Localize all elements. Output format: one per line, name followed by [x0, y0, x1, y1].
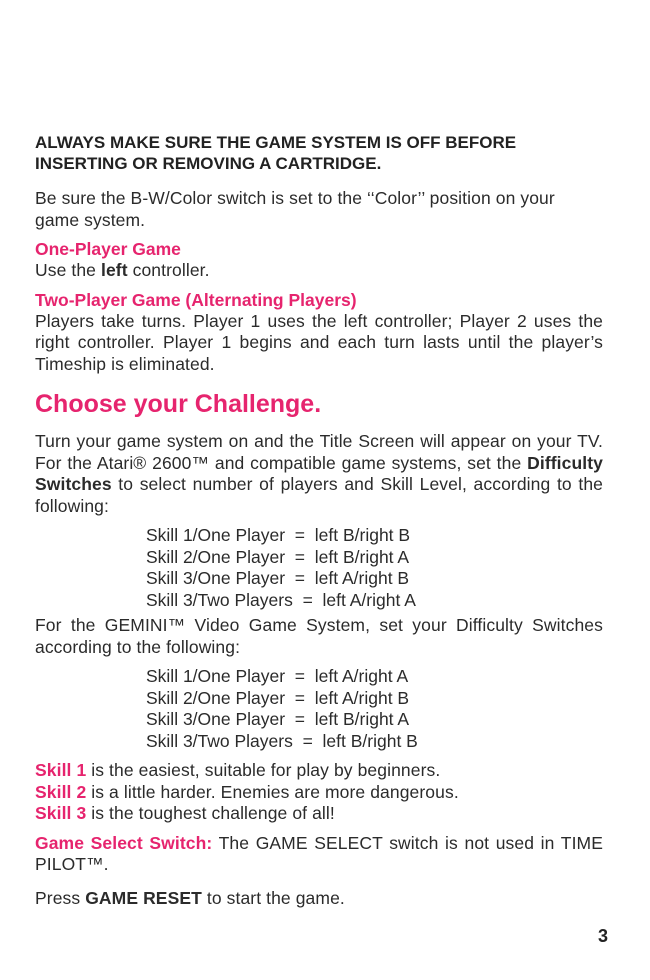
difficulty-switches-bold: Difficulty Switches — [35, 452, 603, 494]
one-player-text-post: controller. — [127, 260, 210, 280]
reset-post: to start the game. — [201, 887, 345, 908]
game-select-label: Game Select Switch: — [35, 832, 213, 853]
table-row: Skill 2/One Player = left B/right A — [146, 546, 410, 567]
table-row: Skill 3/Two Players = left B/right B — [146, 730, 418, 751]
skill-2-text: is a little harder. Enemies are more dangerous. — [86, 781, 459, 802]
one-player-text-bold: left — [100, 260, 128, 280]
table-row: Skill 1/One Player = left B/right B — [146, 525, 411, 545]
table-row: Skill 2/One Player = left A/right B — [146, 687, 410, 708]
game-reset-bold: GAME RESET — [85, 887, 202, 908]
gemini-intro: For the GEMINI™ Video Game System, set your Difficulty Switches according to the following: — [35, 615, 603, 657]
gemini-skill-table — [146, 666, 603, 752]
one-player-text-pre: Use the — [35, 260, 101, 280]
challenge-intro-pre: Turn your game system on and the Title Screen will appear on your TV. For the Atari® 2600™ and compatible game systems, set the — [35, 431, 603, 473]
atari-skill-table — [146, 525, 603, 611]
challenge-heading: Choose your Challenge. — [35, 390, 322, 418]
bw-color-paragraph: Be sure the B-W/Color switch is set to the ‘‘Color’’ position on your game system. — [35, 188, 555, 230]
game-reset-paragraph — [35, 888, 603, 910]
skill-descriptions — [35, 760, 603, 825]
skill-3-label: Skill 3 — [35, 803, 87, 823]
challenge-intro — [35, 431, 603, 517]
table-row: Skill 1/One Player = left A/right A — [146, 666, 409, 686]
table-row: Skill 3/One Player = left A/right B — [146, 568, 410, 588]
one-player-heading: One-Player Game — [35, 239, 181, 259]
skill-1-text: is the easiest, suitable for play by beginners. — [86, 760, 441, 780]
skill-1-line — [35, 760, 603, 782]
manual-page — [35, 132, 603, 909]
reset-pre: Press — [35, 887, 86, 908]
game-select-paragraph — [35, 833, 603, 876]
game-select-text: The GAME SELECT switch is not used in TIME PILOT™. — [35, 832, 603, 874]
two-player-heading: Two-Player Game (Alternating Players) — [35, 289, 357, 310]
skill-3-line — [35, 803, 603, 825]
table-row: Skill 3/One Player = left B/right A — [146, 709, 410, 729]
one-player-text — [35, 260, 603, 282]
table-row: Skill 3/Two Players = left A/right A — [146, 589, 416, 610]
skill-2-label: Skill 2 — [35, 781, 87, 802]
page-number: 3 — [597, 926, 608, 946]
skill-1-label: Skill 1 — [35, 760, 87, 780]
cartridge-warning: ALWAYS MAKE SURE THE GAME SYSTEM IS OFF BEFORE INSERTING OR REMOVING A CARTRIDGE. — [35, 133, 517, 173]
challenge-intro-post: to select number of players and Skill Level, according to the following: — [35, 474, 603, 516]
skill-2-line — [35, 782, 603, 804]
skill-3-text: is the toughest challenge of all! — [86, 803, 335, 823]
two-player-text: Players take turns. Player 1 uses the left controller; Player 2 uses the right controller. Player 1 begins and each turn lasts until the player’s Timeship is eliminated. — [35, 310, 603, 374]
